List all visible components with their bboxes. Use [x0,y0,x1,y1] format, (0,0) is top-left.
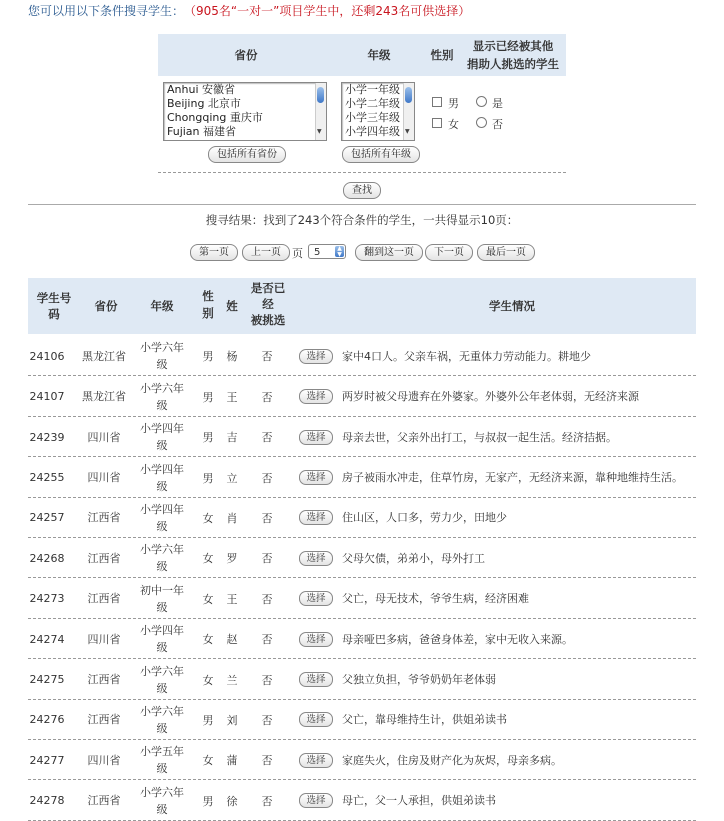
select-cell [298,782,334,820]
student-description: 母亲哑巴多病，爸爸身体差，家中无收入来源。 [342,632,573,646]
province: 江西省 [87,713,121,727]
grade: 小学四年级 [140,462,184,493]
province: 黑龙江省 [82,349,126,363]
gender: 女 [202,592,214,606]
divider [28,204,696,205]
table-row [28,701,696,740]
col-picked-line3: 被挑选 [250,313,286,327]
picked-status: 否 [261,390,273,404]
intro-text: 您可以用以下条件搜寻学生： [28,4,185,18]
select-student-button[interactable]: 选择 [299,470,332,485]
surname: 王 [226,592,238,606]
surname: 肖 [226,511,238,525]
province: 江西省 [87,551,121,565]
col-gender-line1: 性 [202,289,214,303]
col-student-id [28,290,80,322]
grade: 小学六年级 [140,341,184,372]
student-description: 父独立负担，爷爷奶奶年老体弱 [342,673,496,687]
gender: 女 [202,673,214,687]
select-cell [298,378,334,416]
select-cell [298,459,334,497]
col-picked [246,280,290,328]
select-student-button[interactable]: 选择 [299,389,332,404]
gender-male-label: 男 [448,97,459,110]
grade-listbox[interactable] [341,82,415,141]
col-picked-line1: 是否已 [250,281,286,295]
chevron-up-down-icon[interactable]: ▲ ▼ [335,246,344,257]
gender: 女 [202,633,214,647]
student-description: 住山区，人口多，劳力少，田地少 [342,511,507,525]
search-button[interactable]: 查找 [343,182,381,199]
student-id: 24106 [29,349,65,363]
col-grade: 年级 [150,299,174,313]
student-description: 父亡，母无技术，爷爷生病，经济困难 [342,592,529,606]
page-select-value: 5 [314,247,321,258]
student-description: 房子被雨水冲走，住草竹房，无家产，无经济来源，靠种地维持生活。 [342,471,683,485]
province: 江西省 [87,511,121,525]
picked-status: 否 [261,511,273,525]
gender: 女 [202,754,214,768]
col-description: 学生情况 [489,299,535,313]
filter-panel [158,34,566,173]
search-result-summary: 搜寻结果：找到了243个符合条件的学生，一共得显示10页： [205,213,519,227]
select-cell [298,337,334,375]
surname: 王 [226,390,238,404]
select-student-button[interactable]: 选择 [299,712,332,727]
grade: 小学六年级 [140,704,184,735]
table-row [28,580,696,619]
student-id: 24275 [29,673,65,687]
select-cell [298,701,334,739]
picked-status: 否 [261,552,273,566]
student-description: 父亡，靠母维持生计，供姐弟读书 [342,713,507,727]
surname: 立 [226,471,238,485]
select-cell [298,580,334,618]
picked-yes-radio[interactable] [476,96,487,107]
select-student-button[interactable]: 选择 [299,430,332,445]
surname: 兰 [226,673,238,687]
picked-status: 否 [261,754,273,768]
student-id: 24274 [29,632,65,646]
go-to-page-button[interactable]: 翻到这一页 [355,244,423,261]
grade-option[interactable]: 小学二年级 [345,97,400,110]
select-cell [298,539,334,577]
student-id: 24239 [29,430,65,444]
remaining-count-note: （905名“一对一”项目学生中，还剩243名可供选择） [190,4,471,18]
scroll-thumb[interactable] [317,87,324,103]
grade: 小学四年级 [140,502,184,533]
filter-header-picked [460,37,566,73]
picked-status: 否 [261,713,273,727]
table-row [28,620,696,659]
scroll-down-arrow-icon[interactable]: ▼ [317,128,322,135]
last-page-button[interactable]: 最后一页 [477,244,535,261]
table-row [28,418,696,457]
grade: 初中一年级 [140,583,184,614]
gender: 男 [202,713,214,727]
student-description: 母亡，父一人承担，供姐弟读书 [342,794,496,808]
grade-option[interactable]: 小学三年级 [345,111,400,124]
gender: 男 [202,471,214,485]
province-option[interactable]: Beijing 北京市 [167,97,241,110]
filter-header-picked-line1: 显示已经被其他 [472,39,554,53]
select-cell [298,499,334,537]
table-row [28,337,696,376]
province-option[interactable]: Chongqing 重庆市 [167,111,263,124]
gender: 女 [202,511,214,525]
page-label: 页 [292,247,303,260]
gender: 男 [202,390,214,404]
picked-status: 否 [261,633,273,647]
surname: 杨 [226,350,238,364]
filter-header [158,34,566,76]
col-student-id-line1: 学生号 [36,291,72,305]
province-option[interactable]: Anhui 安徽省 [167,83,235,96]
picked-status: 否 [261,592,273,606]
province: 黑龙江省 [82,390,126,404]
filter-header-picked-line2: 捐助人挑选的学生 [467,57,559,71]
surname: 蒲 [226,754,238,768]
surname: 罗 [226,552,238,566]
table-row [28,782,696,821]
province-option[interactable]: Fujian 福建省 [167,125,237,138]
student-description: 家庭失火，住房及财产化为灰烬，母亲多病。 [342,753,562,767]
gender: 女 [202,552,214,566]
filter-header-province: 省份 [234,48,258,62]
province: 四川省 [87,430,121,444]
table-row [28,661,696,700]
include-all-grades-button[interactable]: 包括所有年级 [342,146,420,163]
student-description: 父母欠债，弟弟小，母外打工 [342,551,485,565]
student-id: 24257 [29,511,65,525]
student-id: 24273 [29,592,65,606]
table-row [28,499,696,538]
grade: 小学六年级 [140,664,184,695]
select-cell [298,418,334,456]
student-id: 24107 [29,390,65,404]
select-student-button[interactable]: 选择 [299,753,332,768]
picked-no-label: 否 [492,118,503,131]
province: 四川省 [87,753,121,767]
grade-option[interactable]: 小学一年级 [345,83,400,96]
picked-status: 否 [261,673,273,687]
grade: 小学四年级 [140,624,184,655]
province: 江西省 [87,673,121,687]
filter-header-gender: 性别 [430,48,454,62]
student-description: 家中4口人。父亲车祸，无重体力劳动能力。耕地少 [342,349,591,363]
include-all-provinces-button[interactable]: 包括所有省份 [208,146,286,163]
filter-body [158,76,566,173]
student-description: 两岁时被父母遗弃在外婆家。外婆外公年老体弱，无经济来源 [342,390,639,404]
table-row [28,459,696,498]
student-id: 24277 [29,753,65,767]
col-gender [200,288,216,322]
student-id: 24276 [29,713,65,727]
province-listbox[interactable] [163,82,327,141]
table-row [28,378,696,417]
select-cell [298,620,334,658]
grade: 小学六年级 [140,543,184,574]
first-page-button[interactable]: 第一页 [190,244,238,261]
picked-no-radio[interactable] [476,117,487,128]
gender-female-label: 女 [448,118,459,131]
picked-yes-label: 是 [492,97,503,110]
table-row [28,741,696,780]
grade: 小学五年级 [140,745,184,776]
col-student-id-line2: 码 [48,307,60,321]
page-select[interactable] [308,244,346,259]
picked-status: 否 [261,350,273,364]
picked-status: 否 [261,794,273,808]
gender: 男 [202,350,214,364]
gender: 男 [202,794,214,808]
col-surname: 姓 [226,299,238,313]
col-picked-line2: 经 [262,297,274,311]
grade: 小学六年级 [140,785,184,816]
gender: 男 [202,431,214,445]
gender-female-checkbox[interactable] [432,118,442,128]
province: 江西省 [87,592,121,606]
province: 江西省 [87,794,121,808]
grade: 小学四年级 [140,422,184,453]
grade: 小学六年级 [140,381,184,412]
gender-male-checkbox[interactable] [432,97,442,107]
select-cell [298,741,334,779]
student-id: 24268 [29,551,65,565]
select-student-button[interactable]: 选择 [299,672,332,687]
results-table-body [28,336,696,821]
scroll-down-arrow-icon[interactable]: ▼ [405,128,410,135]
select-student-button[interactable]: 选择 [299,632,332,647]
surname: 赵 [226,633,238,647]
results-table-header [28,278,696,334]
prev-page-button[interactable]: 上一页 [242,244,290,261]
surname: 刘 [226,713,238,727]
search-intro [28,2,470,19]
scroll-thumb[interactable] [405,87,412,103]
select-cell [298,661,334,699]
surname: 吉 [226,431,238,445]
surname: 徐 [226,794,238,808]
student-id: 24278 [29,794,65,808]
student-id: 24255 [29,471,65,485]
col-province: 省份 [94,299,118,313]
picked-status: 否 [261,471,273,485]
grade-scrollbar[interactable] [403,83,414,140]
select-student-button[interactable]: 选择 [299,591,332,606]
filter-header-grade: 年级 [367,48,391,62]
select-student-button[interactable]: 选择 [299,551,332,566]
select-student-button[interactable]: 选择 [299,793,332,808]
select-student-button[interactable]: 选择 [299,349,332,364]
table-row [28,539,696,578]
province-scrollbar[interactable] [315,83,326,140]
next-page-button[interactable]: 下一页 [425,244,473,261]
province: 四川省 [87,471,121,485]
picked-status: 否 [261,431,273,445]
col-gender-line2: 别 [202,306,214,320]
select-student-button[interactable]: 选择 [299,510,332,525]
province: 四川省 [87,632,121,646]
student-description: 母亲去世，父亲外出打工，与叔叔一起生活。经济拮据。 [342,430,617,444]
grade-option[interactable]: 小学四年级 [345,125,400,138]
